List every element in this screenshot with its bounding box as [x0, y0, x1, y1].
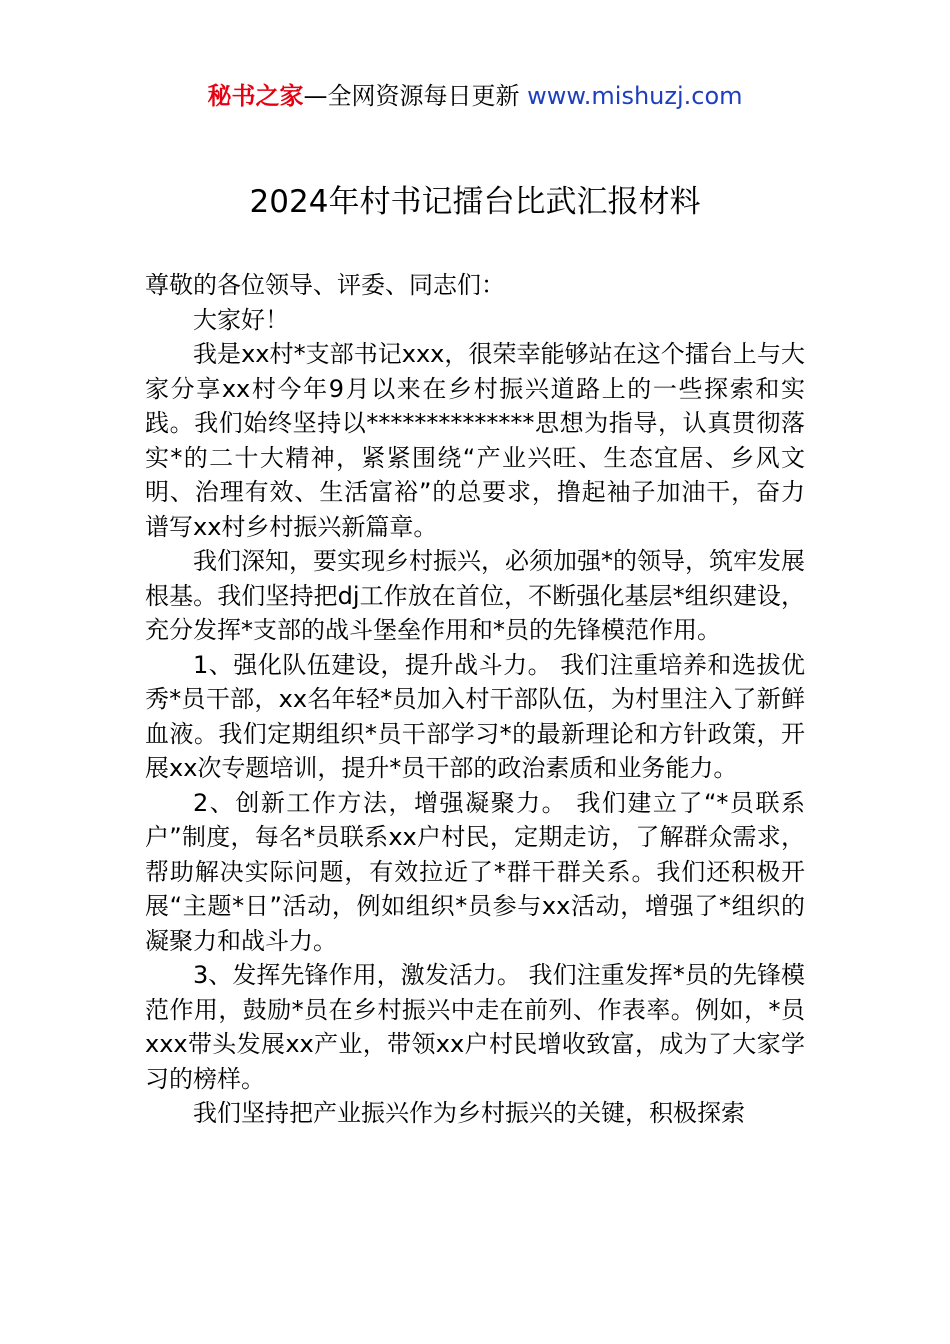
header-tagline: —全网资源每日更新: [303, 82, 528, 110]
site-header: [0, 80, 950, 112]
paragraph-industry: 我们坚持把产业振兴作为乡村振兴的关键，积极探索: [193, 1099, 745, 1127]
paragraph-point-2: 2、创新工作方法，增强凝聚力。 我们建立了“*员联系户”制度，每名*员联系xx户村民，定期走访，了解群众需求，帮助解决实际问题，有效拉近了*群干群关系。我们还积极开展“主题*日”活动，例如组织*员参与xx活动，增强了*组织的凝聚力和战斗力。: [145, 788, 805, 955]
paragraph-introduction: 我是xx村*支部书记xxx，很荣幸能够站在这个擂台上与大家分享xx村今年9月以来在乡村振兴道路上的一些探索和实践。我们始终坚持以**************思想为指导，认真贯彻落实*的二十大精神，紧紧围绕“产业兴旺、生态宜居、乡风文明、治理有效、生活富裕”的总要求，撸起袖子加油干，奋力谱写xx村乡村振兴新篇章。: [145, 340, 805, 541]
salutation: 尊敬的各位领导、评委、同志们：: [145, 271, 505, 299]
document-title: 2024年村书记擂台比武汇报材料: [249, 184, 701, 220]
document-body: [145, 268, 805, 1131]
paragraph-greeting: 大家好！: [193, 305, 289, 334]
site-url[interactable]: www.mishuzj.com: [527, 82, 743, 110]
brand-name: 秘书之家: [207, 82, 304, 110]
paragraph-point-3: 3、发挥先锋作用，激发活力。 我们注重发挥*员的先锋模范作用，鼓励*员在乡村振兴中走在前列、作表率。例如，*员xxx带头发展xx产业，带领xx户村民增收致富，成为了大家学习的榜样。: [145, 961, 805, 1093]
paragraph-party-leadership: 我们深知，要实现乡村振兴，必须加强*的领导，筑牢发展根基。我们坚持把dj工作放在首位，不断强化基层*组织建设，充分发挥*支部的战斗堡垒作用和*员的先锋模范作用。: [145, 547, 805, 644]
paragraph-point-1: 1、强化队伍建设，提升战斗力。 我们注重培养和选拔优秀*员干部，xx名年轻*员加入村干部队伍，为村里注入了新鲜血液。我们定期组织*员干部学习*的最新理论和方针政策，开展xx次专题培训，提升*员干部的政治素质和业务能力。: [145, 650, 805, 782]
